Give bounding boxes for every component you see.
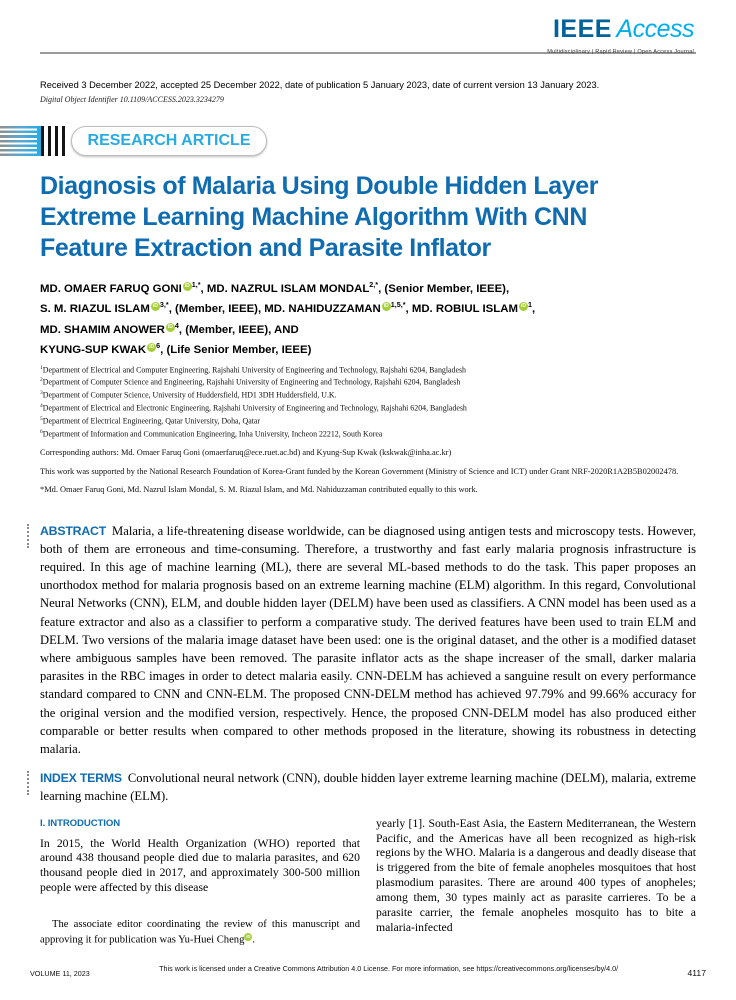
index-terms-label: INDEX TERMS (40, 771, 122, 786)
affiliation-item (40, 363, 696, 376)
author-name: MD. OMAER FARUQ GONI (40, 282, 182, 295)
affiliation-text: Department of Electrical and Computer Engineering, Rajshahi University of Engineering and Technology, Rajshahi 6204, Bangladesh (42, 365, 466, 375)
affiliation-text: Department of Electrical and Electronic Engineering, Rajshahi University of Engineering and Technology, Rajshahi 6204, Bangladesh (42, 403, 467, 413)
author-name: , (531, 303, 536, 316)
affiliation-sup: 3 (40, 390, 43, 397)
orcid-icon[interactable]: iD (520, 303, 526, 310)
affiliation-text: Department of Electrical Engineering, Qatar University, Doha, Qatar (42, 416, 261, 426)
index-terms-dotted-rule (27, 771, 29, 795)
logo-access-text: Access (616, 15, 694, 43)
affiliation-text: Department of Computer Science and Engineering, Rajshahi University of Engineering and Technology, Rajshahi 6204, Bangladesh (42, 378, 461, 388)
author-affiliation-sup: 3,* (159, 300, 169, 310)
title-line: Feature Extraction and Parasite Inflator (40, 234, 491, 262)
index-terms-section (40, 769, 696, 805)
orcid-icon[interactable]: iD (383, 303, 389, 310)
abstract-label: ABSTRACT (40, 523, 107, 538)
author-affiliation-sup: 4 (174, 320, 179, 330)
affiliation-sup: 6 (40, 429, 43, 436)
author-name: S. M. RIAZUL ISLAM (40, 303, 150, 316)
author-affiliation-sup: 1,5,* (390, 300, 406, 310)
author-name: , (Senior Member, IEEE), (378, 282, 510, 295)
author-name: , (Member, IEEE), AND (178, 323, 299, 336)
editor-footnote (40, 918, 360, 948)
affiliation-sup: 5 (40, 416, 43, 423)
affiliation-item (40, 375, 696, 388)
orcid-icon[interactable]: iD (167, 323, 173, 330)
doi-line: Digital Object Identifier 10.1109/ACCESS.2023.3234279 (40, 95, 224, 104)
footnote-period: . (252, 934, 256, 946)
author-name: MD. SHAMIM ANOWER (40, 323, 165, 336)
author-name: , (Member, IEEE), MD. NAHIDUZZAMAN (168, 303, 381, 316)
column-left (40, 817, 360, 948)
footer-volume: VOLUME 11, 2023 (30, 969, 90, 978)
funding-note: This work was supported by the National Research Foundation of Korea-Grant funded by the Korean Government (Ministry of Science and ICT) under Grant NRF-2020R1A2B5B02002478. (40, 466, 679, 476)
abstract-section (40, 522, 696, 759)
title-line: Extreme Learning Machine Algorithm With CNN (40, 203, 587, 231)
author-name: , (Life Senior Member, IEEE) (160, 343, 312, 356)
article-title (40, 171, 696, 264)
equal-contribution-note: *Md. Omaer Faruq Goni, Md. Nazrul Islam Mondal, S. M. Riazul Islam, and Md. Nahiduzzaman contributed equally to this work. (40, 485, 478, 495)
research-article-banner (0, 126, 696, 156)
author-affiliation-sup: 1,* (191, 280, 201, 289)
section-heading-introduction: I. INTRODUCTION (40, 817, 121, 829)
page-header (40, 12, 696, 54)
footer-page-number: 4117 (687, 968, 706, 978)
introduction-paragraph-right: yearly [1]. South-East Asia, the Eastern Mediterranean, the Western Pacific, and the Americas have all been recognized as high-risk regions by the WHO. Malaria is a dangerous and deadly disease that is triggered from the bite of female anopheles mosquitoes that host plasmodium parasites. There are around 400 types of anopheles; among them, 30 types mainly act as parasite carrieres. To be a parasite carrier, the female anopheles mosquito has to bite a malaria-infected (376, 816, 696, 934)
column-right (376, 817, 696, 948)
logo-wordmark (547, 16, 694, 46)
abstract-dotted-rule (27, 524, 29, 548)
orcid-icon[interactable]: iD (246, 933, 251, 939)
logo-ieee-text: IEEE (552, 15, 612, 43)
footer-license-text: This work is licensed under a Creative Commons Attribution 4.0 License. For more information, see https://creativecommons.org/licenses/by/4.0/ (159, 964, 619, 973)
logo-tagline: Multidisciplinary | Rapid Review | Open Access Journal (547, 49, 694, 55)
affiliation-sup: 4 (40, 403, 43, 410)
affiliation-sup: 1 (40, 364, 43, 371)
orcid-icon[interactable]: iD (149, 344, 155, 351)
author-list (40, 277, 696, 359)
author-line (40, 297, 696, 317)
affiliation-text: Department of Information and Communication Engineering, Inha University, Incheon 22212, South Korea (42, 429, 383, 439)
affiliation-item (40, 414, 696, 427)
received-dates-line: Received 3 December 2022, accepted 25 December 2022, date of publication 5 January 2023, date of current version 13 January 2023. (40, 80, 600, 90)
footnote-text: The associate editor coordinating the review of this manuscript and approving it for publication was Yu-Huei Cheng (40, 919, 360, 946)
corresponding-authors-note: Corresponding authors: Md. Omaer Faruq Goni (omaerfaruq@ece.ruet.ac.bd) and Kyung-Sup Kwak (kskwak@inha.ac.kr) (40, 448, 452, 458)
author-line (40, 318, 696, 338)
body-columns (40, 817, 696, 948)
abstract-text: Malaria, a life-threatening disease worldwide, can be diagnosed using antigen tests and microscopy tests. However, both of them are erroneous and time-consuming. Therefore, a trustworthy and fast early malaria prognosis infrastructure is required. In this age of machine learning (ML), there are several ML-based methods to do the task. This paper proposes an unorthodox method for malaria prognosis based on an extreme learning machine (ELM) algorithm. In this regard, Convolutional Neural Networks (CNN), ELM, and double hidden layer (DELM) have been used as classifiers. A CNN model has been used as a feature extractor and also as a classifier to perform a comparative study. The derived features have been used to train ELM and DELM. Two versions of the malaria image dataset have been used: one is the original dataset, and the other is a modified dataset where ambiguous samples have been removed. The parasite inflator acts as the shape increaser of the small, darker malaria parasites in the RBC images in order to detect malaria easily. CNN-DELM has achieved a sanguine result on every performance standard compared to CNN and CNN-ELM. The proposed CNN-DELM method has achieved 97.79% and 99.66% accuracy for the original version and the modified version, respectively. Hence, the proposed CNN-DELM model has also produced either comparable or better results when compared to other methods proposed in the literature, showing its robustness in detecting malaria. (40, 523, 696, 757)
author-affiliation-sup: 6 (156, 341, 161, 351)
author-name: , MD. NAZRUL ISLAM MONDAL (200, 282, 370, 295)
affiliation-text: Department of Computer Science, University of Huddersfield, HD1 3DH Huddersfield, U.K. (42, 391, 337, 401)
author-line (40, 338, 696, 358)
author-affiliation-sup: 1 (527, 300, 532, 310)
affiliation-list (40, 363, 696, 441)
orcid-icon[interactable]: iD (152, 303, 158, 310)
banner-pill (71, 126, 267, 156)
affiliation-sup: 2 (40, 377, 43, 384)
author-line (40, 277, 696, 297)
introduction-paragraph-left: In 2015, the World Health Organization (WHO) reported that around 438 thousand people died due to malaria parasites, and 620 thousand people died in 2017, and approximately 300-500 million people were affected by this disease (40, 836, 360, 895)
banner-stripes-graphic (0, 126, 37, 156)
author-name: , MD. ROBIUL ISLAM (405, 303, 518, 316)
orcid-icon[interactable]: iD (184, 283, 190, 289)
author-affiliation-sup: 2,* (369, 280, 379, 289)
title-line: Diagnosis of Malaria Using Double Hidden Layer (40, 172, 599, 200)
index-terms-text: Convolutional neural network (CNN), double hidden layer extreme learning machine (DELM), malaria, extreme learning machine (ELM). (40, 771, 696, 804)
author-name: KYUNG-SUP KWAK (40, 343, 147, 356)
affiliation-item (40, 401, 696, 414)
affiliation-item (40, 388, 696, 401)
ieee-access-logo (547, 16, 694, 55)
affiliation-item (40, 427, 696, 440)
banner-barcode-graphic (41, 126, 69, 156)
banner-label: RESEARCH ARTICLE (87, 132, 251, 149)
page-footer (30, 964, 706, 978)
